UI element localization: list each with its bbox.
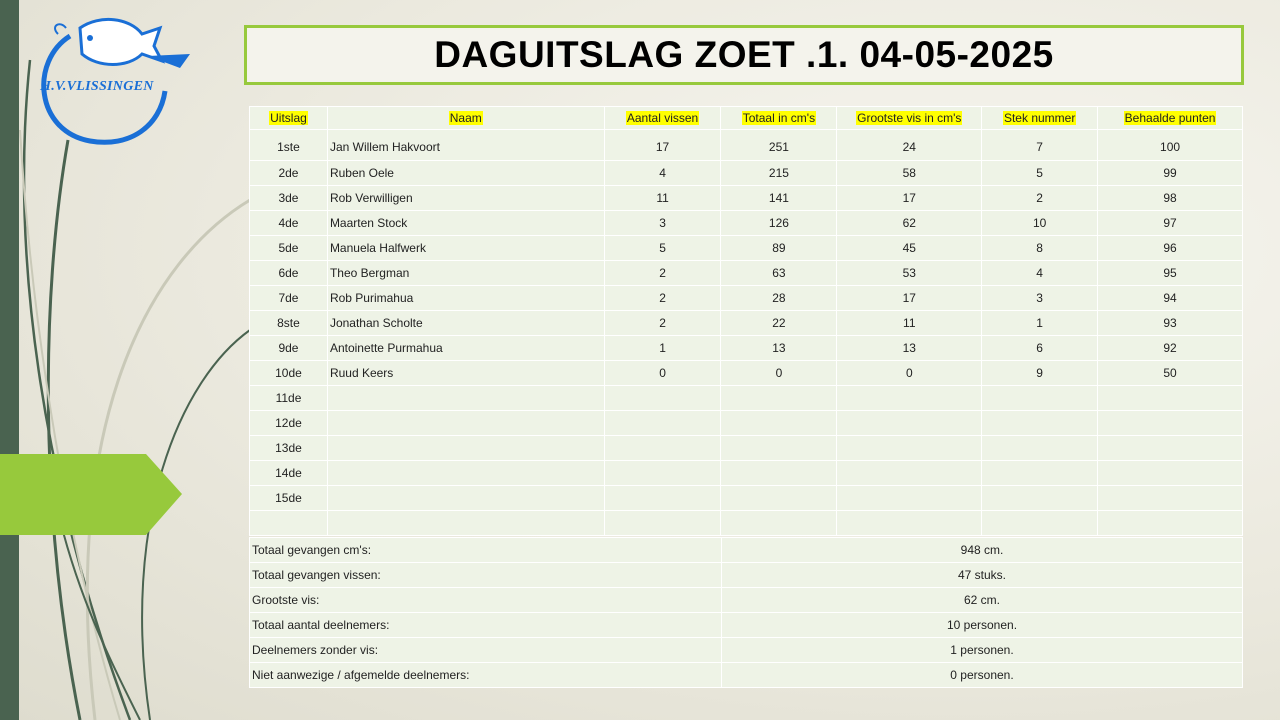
summary-row — [250, 613, 1243, 638]
table-cell: 6de — [250, 261, 328, 286]
table-cell — [837, 511, 982, 536]
table-cell — [327, 386, 604, 411]
table-cell — [327, 411, 604, 436]
table-cell — [604, 511, 721, 536]
table-cell: 99 — [1098, 161, 1243, 186]
table-cell: 50 — [1098, 361, 1243, 386]
table-cell — [1098, 461, 1243, 486]
table-row — [250, 261, 1243, 286]
table-row — [250, 211, 1243, 236]
table-cell: 13 — [837, 336, 982, 361]
table-cell: 22 — [721, 311, 837, 336]
table-cell: 13de — [250, 436, 328, 461]
table-cell: 89 — [721, 236, 837, 261]
table-cell: 1ste — [250, 130, 328, 161]
table-cell: 2 — [604, 311, 721, 336]
table-cell — [721, 386, 837, 411]
column-header: Aantal vissen — [604, 107, 721, 130]
table-cell: 3de — [250, 186, 328, 211]
table-cell: 3 — [982, 286, 1098, 311]
table-cell: 3 — [604, 211, 721, 236]
column-header: Behaalde punten — [1098, 107, 1243, 130]
table-cell: 11 — [837, 311, 982, 336]
table-cell: Theo Bergman — [327, 261, 604, 286]
table-cell — [837, 486, 982, 511]
table-row — [250, 511, 1243, 536]
table-cell: 1 — [982, 311, 1098, 336]
table-cell: 8ste — [250, 311, 328, 336]
summary-row — [250, 663, 1243, 688]
table-cell: 0 — [604, 361, 721, 386]
summary-value: 10 personen. — [722, 613, 1243, 638]
table-cell: 215 — [721, 161, 837, 186]
table-cell: 2 — [982, 186, 1098, 211]
table-cell — [721, 436, 837, 461]
table-row — [250, 411, 1243, 436]
table-row — [250, 386, 1243, 411]
table-cell — [982, 386, 1098, 411]
table-cell — [327, 436, 604, 461]
table-cell: 17 — [837, 286, 982, 311]
table-cell — [982, 461, 1098, 486]
table-cell: Antoinette Purmahua — [327, 336, 604, 361]
column-header: Uitslag — [250, 107, 328, 130]
table-cell — [837, 436, 982, 461]
summary-row — [250, 563, 1243, 588]
table-cell: 6 — [982, 336, 1098, 361]
column-header: Totaal in cm's — [721, 107, 837, 130]
table-cell: 15de — [250, 486, 328, 511]
table-cell: Jonathan Scholte — [327, 311, 604, 336]
page-title: DAGUITSLAG ZOET .1. 04-05-2025 — [434, 34, 1054, 75]
table-cell: Jan Willem Hakvoort — [327, 130, 604, 161]
table-cell: 4 — [604, 161, 721, 186]
table-cell: 126 — [721, 211, 837, 236]
table-cell: 12de — [250, 411, 328, 436]
table-row — [250, 336, 1243, 361]
table-cell: 10 — [982, 211, 1098, 236]
summary-value: 47 stuks. — [722, 563, 1243, 588]
table-cell — [327, 461, 604, 486]
table-cell — [604, 436, 721, 461]
table-cell — [982, 511, 1098, 536]
table-cell: 62 — [837, 211, 982, 236]
table-cell: 7de — [250, 286, 328, 311]
table-cell — [1098, 511, 1243, 536]
table-cell: 2 — [604, 286, 721, 311]
table-cell — [1098, 486, 1243, 511]
table-row — [250, 361, 1243, 386]
table-row — [250, 286, 1243, 311]
table-cell: 5de — [250, 236, 328, 261]
table-cell: Maarten Stock — [327, 211, 604, 236]
table-cell: 13 — [721, 336, 837, 361]
table-cell: 97 — [1098, 211, 1243, 236]
summary-value: 0 personen. — [722, 663, 1243, 688]
title-banner — [244, 25, 1244, 85]
table-cell: 9 — [982, 361, 1098, 386]
table-cell: 45 — [837, 236, 982, 261]
table-cell: 2de — [250, 161, 328, 186]
table-header-row — [250, 107, 1243, 130]
table-cell: 141 — [721, 186, 837, 211]
table-cell: Ruben Oele — [327, 161, 604, 186]
table-cell: 17 — [837, 186, 982, 211]
table-row — [250, 311, 1243, 336]
table-cell: 98 — [1098, 186, 1243, 211]
logo-text: H.V.VLISSINGEN — [40, 79, 154, 94]
summary-label: Grootste vis: — [250, 588, 722, 613]
table-cell: 11 — [604, 186, 721, 211]
table-row — [250, 461, 1243, 486]
summary-value: 62 cm. — [722, 588, 1243, 613]
table-cell: 9de — [250, 336, 328, 361]
table-row — [250, 486, 1243, 511]
table-cell — [837, 411, 982, 436]
table-cell: 8 — [982, 236, 1098, 261]
table-cell — [604, 486, 721, 511]
table-cell: 100 — [1098, 130, 1243, 161]
summary-table — [249, 537, 1243, 688]
table-cell — [604, 386, 721, 411]
table-cell: Ruud Keers — [327, 361, 604, 386]
table-cell — [327, 511, 604, 536]
table-cell: 96 — [1098, 236, 1243, 261]
column-header: Grootste vis in cm's — [837, 107, 982, 130]
table-cell: Manuela Halfwerk — [327, 236, 604, 261]
table-cell: 14de — [250, 461, 328, 486]
table-row — [250, 161, 1243, 186]
summary-value: 948 cm. — [722, 538, 1243, 563]
table-cell: 4 — [982, 261, 1098, 286]
table-cell: 28 — [721, 286, 837, 311]
table-row — [250, 236, 1243, 261]
table-row — [250, 130, 1243, 161]
table-cell: 10de — [250, 361, 328, 386]
table-cell: 92 — [1098, 336, 1243, 361]
table-cell — [327, 486, 604, 511]
table-cell — [982, 411, 1098, 436]
summary-label: Totaal gevangen cm's: — [250, 538, 722, 563]
table-cell — [250, 511, 328, 536]
table-cell: 94 — [1098, 286, 1243, 311]
table-cell — [604, 461, 721, 486]
summary-row — [250, 588, 1243, 613]
results-table — [249, 106, 1243, 536]
table-cell — [1098, 386, 1243, 411]
table-cell: 58 — [837, 161, 982, 186]
table-cell: 93 — [1098, 311, 1243, 336]
table-cell — [721, 461, 837, 486]
table-cell: 0 — [837, 361, 982, 386]
table-cell: 5 — [982, 161, 1098, 186]
table-cell: 63 — [721, 261, 837, 286]
table-cell — [721, 511, 837, 536]
column-header: Naam — [327, 107, 604, 130]
summary-label: Deelnemers zonder vis: — [250, 638, 722, 663]
table-cell: 0 — [721, 361, 837, 386]
table-cell: 17 — [604, 130, 721, 161]
table-cell: 1 — [604, 336, 721, 361]
table-cell — [1098, 411, 1243, 436]
table-row — [250, 186, 1243, 211]
summary-row — [250, 538, 1243, 563]
table-cell: 53 — [837, 261, 982, 286]
table-row — [250, 436, 1243, 461]
table-cell — [604, 411, 721, 436]
table-cell — [721, 411, 837, 436]
table-cell: 95 — [1098, 261, 1243, 286]
summary-label: Niet aanwezige / afgemelde deelnemers: — [250, 663, 722, 688]
table-cell: Rob Purimahua — [327, 286, 604, 311]
column-header: Stek nummer — [982, 107, 1098, 130]
table-cell: 7 — [982, 130, 1098, 161]
table-cell: 2 — [604, 261, 721, 286]
summary-label: Totaal aantal deelnemers: — [250, 613, 722, 638]
table-cell — [837, 461, 982, 486]
table-cell — [837, 386, 982, 411]
table-cell — [721, 486, 837, 511]
summary-value: 1 personen. — [722, 638, 1243, 663]
table-cell: Rob Verwilligen — [327, 186, 604, 211]
table-cell: 11de — [250, 386, 328, 411]
table-cell — [1098, 436, 1243, 461]
table-cell: 5 — [604, 236, 721, 261]
table-cell — [982, 486, 1098, 511]
table-cell: 251 — [721, 130, 837, 161]
summary-label: Totaal gevangen vissen: — [250, 563, 722, 588]
table-cell: 24 — [837, 130, 982, 161]
summary-row — [250, 638, 1243, 663]
table-cell: 4de — [250, 211, 328, 236]
table-cell — [982, 436, 1098, 461]
